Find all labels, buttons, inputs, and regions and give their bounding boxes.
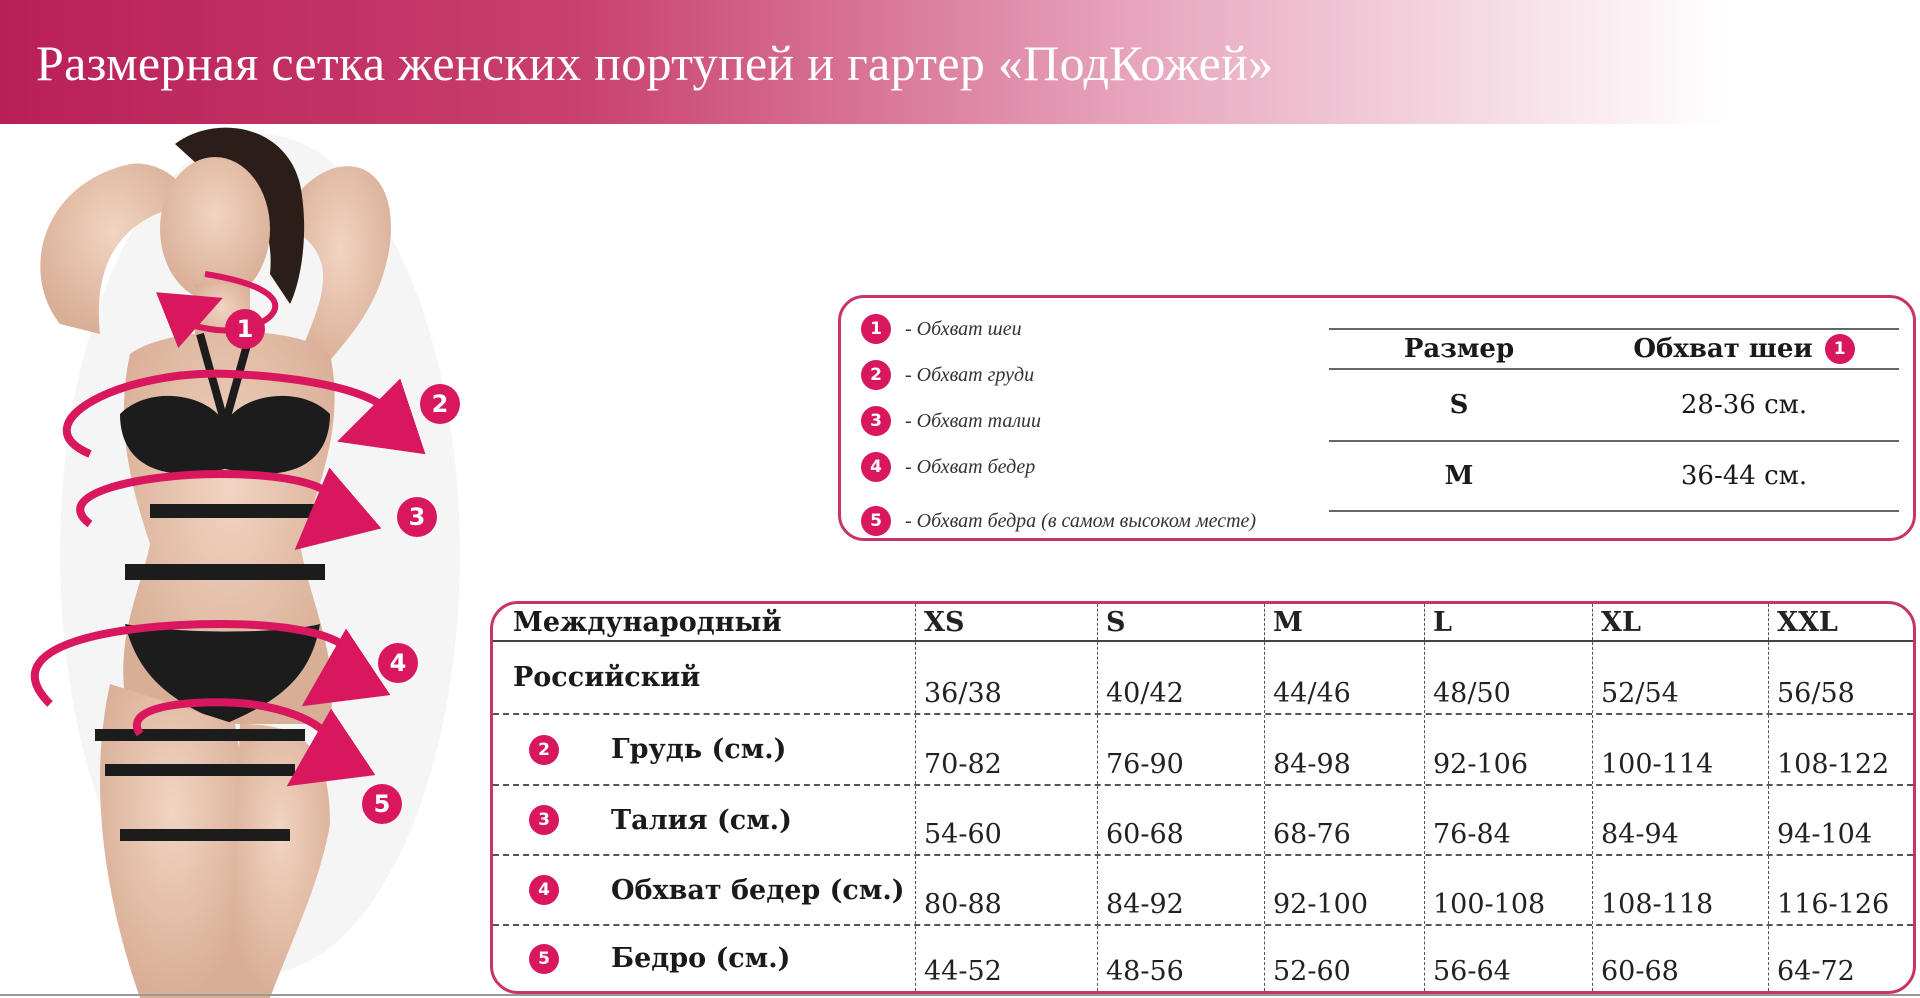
row-label: Обхват бедер (см.) [611, 874, 905, 906]
neck-value-cell: 36-44 см. [1680, 461, 1808, 491]
marker-4-badge: 4 [378, 643, 418, 683]
table-cell: 100-114 [1592, 715, 1768, 784]
row-number: 3 [529, 805, 559, 835]
size-header: XS [915, 604, 1095, 640]
table-cell: 44/46 [1264, 642, 1424, 713]
legend-number: 1 [861, 314, 891, 344]
size-chart-table [490, 601, 1916, 994]
row-number: 2 [529, 735, 559, 765]
legend-list [861, 306, 1281, 544]
row-number: 4 [529, 875, 559, 905]
size-table-header [493, 604, 1913, 642]
row-label: Талия (см.) [611, 804, 792, 836]
table-cell: 36/38 [915, 642, 1095, 713]
neck-size-cell: M [1444, 461, 1474, 491]
marker-3-badge: 3 [397, 497, 437, 537]
legend-item [861, 398, 1281, 444]
marker-5-badge: 5 [362, 784, 402, 824]
row-label-group [529, 786, 929, 854]
table-cell: 76-90 [1097, 715, 1264, 784]
size-header: XL [1592, 604, 1768, 640]
table-cell: 54-60 [915, 786, 1095, 854]
table-row [493, 642, 1913, 715]
model-figure [0, 124, 500, 998]
legend-text: - Обхват груди [905, 363, 1035, 386]
size-header: L [1424, 604, 1592, 640]
row-label-group [529, 715, 929, 784]
table-cell: 92-106 [1424, 715, 1592, 784]
row-label-group [529, 926, 929, 991]
legend-item [861, 306, 1281, 352]
page-title: Размерная сетка женских портупей и гартер «ПодКожей» [36, 35, 1274, 91]
table-cell: 100-108 [1424, 856, 1592, 924]
row-label: Российский [513, 662, 701, 693]
row-label-group [529, 856, 929, 924]
legend-panel [838, 295, 1916, 541]
table-cell: 64-72 [1768, 926, 1913, 991]
table-cell: 52/54 [1592, 642, 1768, 713]
table-cell: 84-92 [1097, 856, 1264, 924]
legend-text: - Обхват талии [905, 409, 1042, 432]
table-cell: 44-52 [915, 926, 1095, 991]
header-international: Международный [513, 606, 782, 638]
row-label: Грудь (см.) [611, 734, 787, 765]
table-cell: 92-100 [1264, 856, 1424, 924]
header-neck-girth [1589, 330, 1899, 368]
marker-2-badge: 2 [420, 384, 460, 424]
neck-size-table [1329, 328, 1899, 512]
header-size: Размер [1403, 334, 1515, 364]
legend-text: - Обхват бедра (в самом высоком месте) [905, 509, 1257, 532]
header-neck-girth-label: Обхват шеи [1633, 334, 1813, 364]
table-cell: 68-76 [1264, 786, 1424, 854]
neck-size-cell: S [1449, 390, 1469, 420]
table-row [493, 856, 1913, 926]
model-silhouette [0, 124, 500, 998]
marker-1-badge: 1 [225, 309, 265, 349]
header-banner [0, 0, 1920, 124]
neck-value-cell: 28-36 см. [1680, 390, 1808, 420]
legend-number: 3 [861, 406, 891, 436]
table-cell: 56-64 [1424, 926, 1592, 991]
neck-table-row [1329, 368, 1899, 440]
table-cell: 48-56 [1097, 926, 1264, 991]
table-cell: 94-104 [1768, 786, 1913, 854]
footer-divider [0, 994, 1920, 996]
size-header: S [1097, 604, 1264, 640]
table-cell: 60-68 [1592, 926, 1768, 991]
row-label: Бедро (см.) [611, 943, 791, 974]
legend-number: 5 [861, 506, 891, 536]
table-cell: 116-126 [1768, 856, 1913, 924]
legend-item [861, 352, 1281, 398]
legend-number: 4 [861, 452, 891, 482]
table-cell: 108-118 [1592, 856, 1768, 924]
row-number: 5 [529, 944, 559, 974]
legend-text: - Обхват бедер [905, 455, 1036, 478]
table-cell: 108-122 [1768, 715, 1913, 784]
legend-item [861, 444, 1281, 490]
table-row [493, 715, 1913, 786]
table-cell: 70-82 [915, 715, 1095, 784]
table-row [493, 786, 1913, 856]
table-cell: 60-68 [1097, 786, 1264, 854]
size-header: M [1264, 604, 1424, 640]
neck-table-row [1329, 440, 1899, 512]
legend-text: - Обхват шеи [905, 317, 1022, 340]
table-cell: 40/42 [1097, 642, 1264, 713]
table-cell: 52-60 [1264, 926, 1424, 991]
header-neck-number: 1 [1825, 334, 1855, 364]
table-cell: 56/58 [1768, 642, 1913, 713]
legend-number: 2 [861, 360, 891, 390]
table-row [493, 926, 1913, 991]
legend-item [861, 498, 1281, 544]
neck-table-header [1329, 328, 1899, 368]
table-cell: 84-94 [1592, 786, 1768, 854]
table-cell: 76-84 [1424, 786, 1592, 854]
table-cell: 80-88 [915, 856, 1095, 924]
size-header: XXL [1768, 604, 1913, 640]
table-cell: 84-98 [1264, 715, 1424, 784]
table-cell: 48/50 [1424, 642, 1592, 713]
